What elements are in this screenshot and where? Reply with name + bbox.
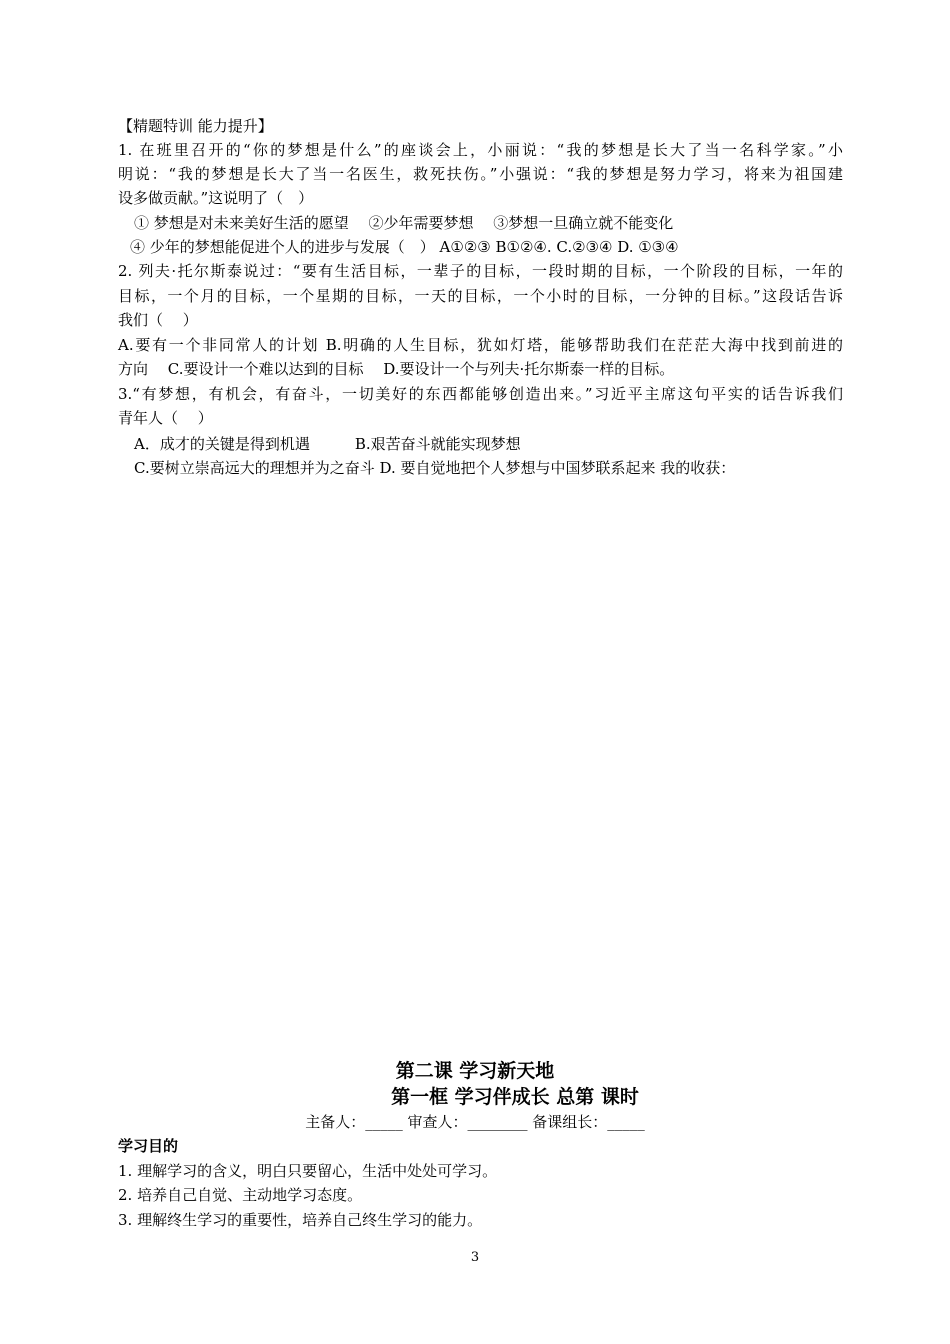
q2-line-3: 我们（ ） [118,311,198,329]
lesson-subtitle: 第一框 学习伴成长 总第 课时 [391,1086,639,1108]
q3-line-1: 3.“有梦想，有机会，有奋斗，一切美好的东西都能够创造出来。”习近平主席这句平实的话告诉我们 [118,385,843,403]
objective-item-2: 2. 培养自己自觉、主动地学习态度。 [118,1186,363,1204]
lesson-title: 第二课 学习新天地 [395,1060,555,1082]
q2-line-2: 目标，一个月的目标，一个星期的目标，一天的目标，一个小时的目标，一分钟的目标。”这段话告诉 [118,287,843,305]
q3-options-2: C.要树立崇高远大的理想并为之奋斗 D. 要自觉地把个人梦想与中国梦联系起来 我的收获： [134,459,736,477]
section-header: 【精题特训 能力提升】 [118,117,273,135]
q1-options-1: ① 梦想是对未来美好生活的愿望 ②少年需要梦想 ③梦想一旦确立就不能变化 [134,214,674,232]
q1-line-2: 明说：“我的梦想是长大了当一名医生，救死扶伤。”小强说：“我的梦想是努力学习，将来为祖国建 [118,165,843,183]
page-number: 3 [470,1250,480,1265]
objectives-heading: 学习目的 [118,1137,179,1155]
q3-line-2: 青年人（ ） [118,409,213,427]
objective-item-1: 1. 理解学习的含义，明白只要留心，生活中处处可学习。 [118,1162,498,1180]
lesson-staff: 主备人：_____ 审查人：________ 备课组长：_____ [305,1113,645,1131]
q2-options-2: 方向 C.要设计一个难以达到的目标 D.要设计一个与列夫·托尔斯泰一样的目标。 [118,360,675,378]
q3-options-1: A．成才的关键是得到机遇 B.艰苦奋斗就能实现梦想 [134,435,521,453]
q1-options-2: ④ 少年的梦想能促进个人的进步与发展（ ） A①②③ B①②④. C.②③④ D. ①③④ [130,238,679,256]
q2-line-1: 2. 列夫·托尔斯泰说过：“要有生活目标，一辈子的目标，一段时期的目标，一个阶段的目标，一年的 [118,262,843,280]
q1-line-3: 设多做贡献。”这说明了（ ） [118,189,314,207]
objective-item-3: 3. 理解终生学习的重要性，培养自己终生学习的能力。 [118,1211,483,1229]
q1-line-1: 1. 在班里召开的“你的梦想是什么”的座谈会上，小丽说：“我的梦想是长大了当一名科学家。”小 [118,141,843,159]
q2-options-1: A.要有一个非同常人的计划 B.明确的人生目标，犹如灯塔，能够帮助我们在茫茫大海中找到前进的 [118,336,843,354]
